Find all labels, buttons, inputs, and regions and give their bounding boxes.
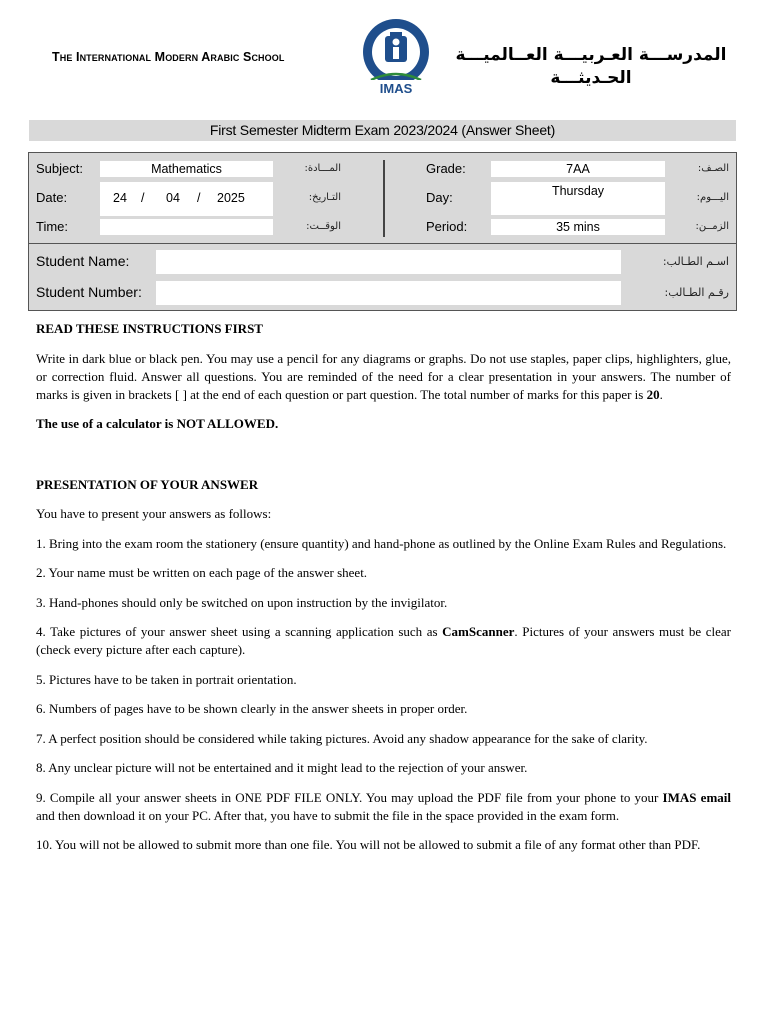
- time-field[interactable]: [100, 219, 273, 235]
- date-label: Date:: [36, 190, 68, 205]
- date-month: 04: [166, 191, 180, 205]
- grade-label: Grade:: [426, 161, 466, 176]
- date-separator: /: [197, 191, 201, 205]
- day-field[interactable]: Thursday: [491, 182, 665, 215]
- date-year: 2025: [217, 191, 245, 205]
- period-field[interactable]: 35 mins: [491, 219, 665, 235]
- student-number-label: Student Number:: [36, 284, 142, 300]
- day-label: Day:: [426, 190, 453, 205]
- list-item: 6. Numbers of pages have to be shown clearly in the answer sheets in proper order.: [36, 701, 468, 716]
- subject-label-ar: المـــادة:: [304, 163, 341, 174]
- school-name-arabic: المدرســـة العـربيـــة العــالميـــة الحـديثـــة: [455, 45, 727, 88]
- student-name-label-ar: اسـم الطـالب:: [662, 255, 729, 268]
- school-name-english: The International Modern Arabic School: [52, 50, 285, 64]
- time-label-ar: الوقــت:: [306, 221, 341, 232]
- list-item: 5. Pictures have to be taken in portrait orientation.: [36, 671, 297, 687]
- imas-email: IMAS email: [662, 789, 731, 805]
- instructions-paragraph: Write in dark blue or black pen. You may use a pencil for any diagrams or graphs. Do not use staples, paper clips, highlighters, glue, or correction fluid. Answer all questions. You are reminded of the need for a clear presentation in your answers. The number of marks is given in brackets [ ] at the end of each question or part question. The total number of marks for this paper is 20.: [36, 350, 731, 402]
- subject-label: Subject:: [36, 161, 83, 176]
- list-item: 2. Your name must be written on each page of the answer sheet.: [36, 565, 368, 580]
- list-item: 3. Hand-phones should only be switched on upon instruction by the invigilator.: [36, 594, 448, 610]
- date-day: 24: [113, 191, 127, 205]
- list-item: 1. Bring into the exam room the stationery (ensure quantity) and hand-phone as outlined by the Online Exam Rules and Regulations.: [36, 535, 727, 551]
- list-item: 9. Compile all your answer sheets in ONE PDF FILE ONLY. You may upload the PDF file from your phone to your IMAS email and then download it on your PC. After that, you have to submit the file in the space provided in the exam form.: [36, 789, 731, 823]
- list-item: 4. Take pictures of your answer sheet using a scanning application such as CamScanner. Pictures of your answers must be clear (check every picture after each capture).: [36, 624, 731, 657]
- calculator-notice: The use of a calculator is NOT ALLOWED.: [36, 416, 279, 431]
- exam-info-box: [28, 152, 737, 311]
- period-label: Period:: [426, 219, 468, 234]
- grade-label-ar: الصـف:: [697, 163, 729, 174]
- exam-title: First Semester Midterm Exam 2023/2024 (Answer Sheet): [29, 120, 736, 141]
- period-label-ar: الزمــن:: [695, 221, 729, 232]
- presentation-intro: You have to present your answers as follows:: [36, 506, 272, 521]
- presentation-heading: PRESENTATION OF YOUR ANSWER: [36, 476, 259, 492]
- school-logo: [357, 18, 435, 96]
- date-separator: /: [141, 191, 145, 205]
- info-divider: [29, 243, 736, 244]
- page-header: [0, 0, 768, 110]
- list-item: 10. You will not be allowed to submit more than one file. You will not be allowed to submit a file of any format other than PDF.: [36, 837, 701, 852]
- column-divider: [383, 160, 385, 237]
- day-label-ar: اليـــوم:: [696, 192, 729, 203]
- total-marks: 20: [646, 386, 660, 402]
- instructions-heading: READ THESE INSTRUCTIONS FIRST: [36, 321, 263, 336]
- student-name-field[interactable]: [156, 250, 621, 274]
- student-number-label-ar: رقـم الطـالب:: [664, 286, 729, 299]
- time-label: Time:: [36, 219, 69, 234]
- logo-text: IMAS: [379, 81, 413, 96]
- student-name-label: Student Name:: [36, 253, 130, 269]
- subject-field[interactable]: Mathematics: [100, 161, 273, 177]
- date-label-ar: التـاريخ:: [308, 192, 341, 203]
- instructions-content: [36, 320, 731, 866]
- grade-field[interactable]: 7AA: [491, 161, 665, 177]
- student-number-field[interactable]: [156, 281, 621, 305]
- camscanner-app-name: CamScanner: [442, 624, 515, 639]
- list-item: 7. A perfect position should be considered while taking pictures. Avoid any shadow appearance for the sake of clarity.: [36, 730, 648, 746]
- list-item: 8. Any unclear picture will not be entertained and it might lead to the rejection of your answer.: [36, 760, 528, 775]
- date-field[interactable]: [100, 182, 273, 216]
